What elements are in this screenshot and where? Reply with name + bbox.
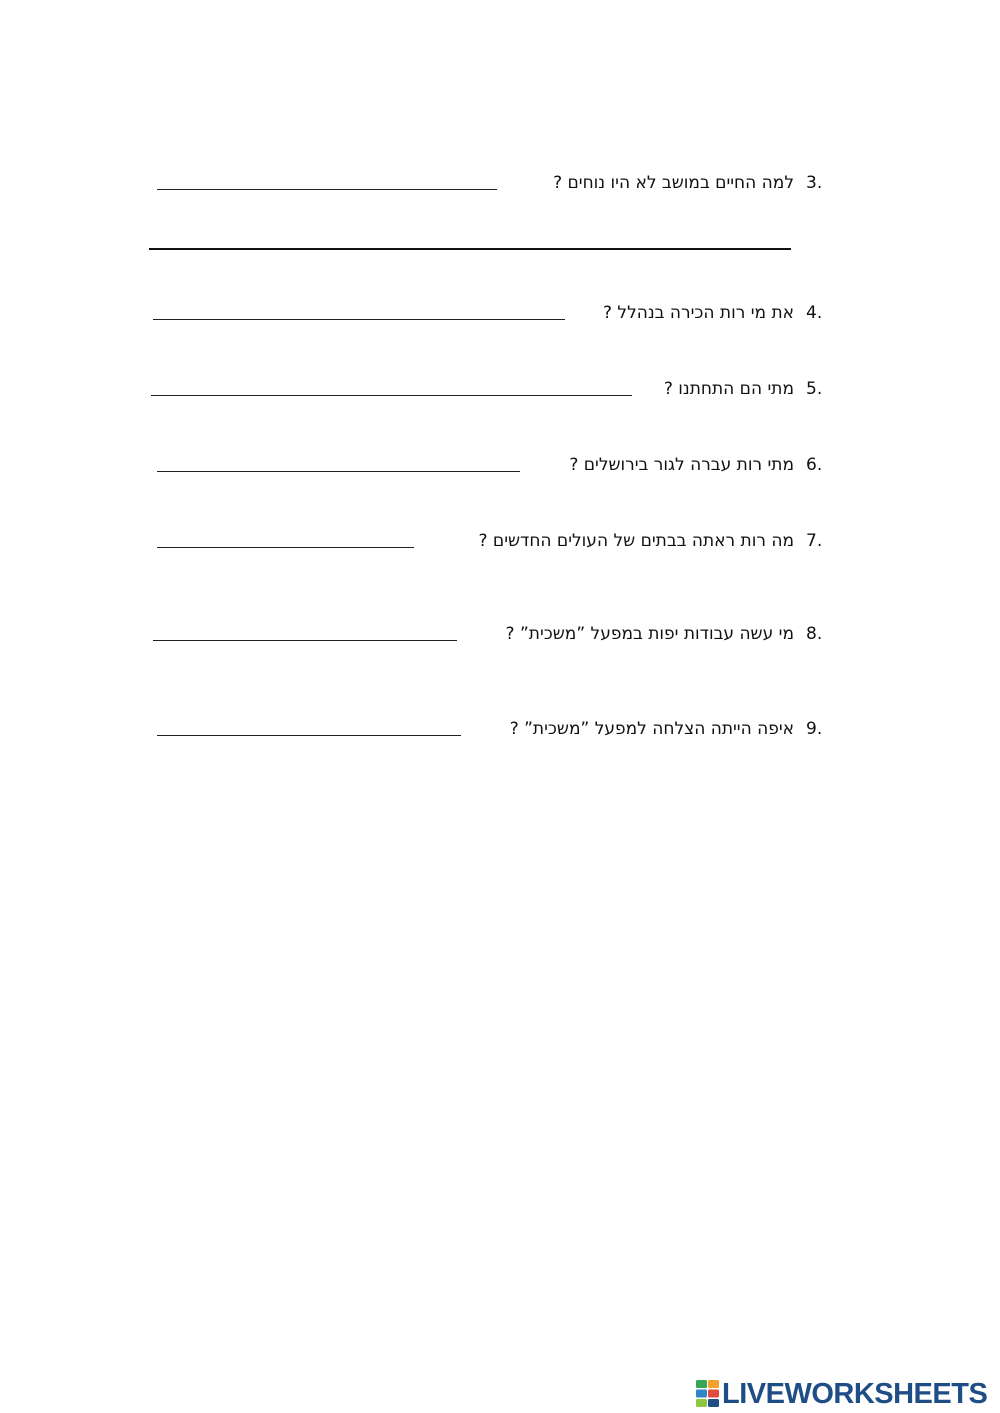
question-6 <box>0 454 1000 484</box>
liveworksheets-logo-icon <box>696 1380 720 1408</box>
question-text: מה רות ראתה בבתים של העולים החדשים ? <box>478 531 794 551</box>
question-7 <box>0 530 1000 560</box>
logo-text: LIVEWORKSHEETS <box>722 1378 988 1410</box>
question-3 <box>0 172 1000 202</box>
answer-field[interactable] <box>153 319 565 320</box>
answer-field[interactable] <box>153 640 457 641</box>
question-text: למה החיים במושב לא היו נוחים ? <box>553 173 794 193</box>
answer-field[interactable] <box>157 735 461 736</box>
question-number: 5. <box>806 379 823 399</box>
question-number: 7. <box>806 531 823 551</box>
answer-field-extra-line[interactable] <box>149 248 791 250</box>
question-text: איפה הייתה הצלחה למפעל ”משכית” ? <box>509 719 794 739</box>
question-8 <box>0 623 1000 653</box>
question-text: את מי רות הכירה בנהלל ? <box>603 303 794 323</box>
question-number: 4. <box>806 303 823 323</box>
question-5 <box>0 378 1000 408</box>
question-9 <box>0 718 1000 748</box>
question-text: מתי הם התחתנו ? <box>663 379 794 399</box>
question-number: 9. <box>806 719 823 739</box>
answer-field[interactable] <box>157 189 497 190</box>
question-4 <box>0 302 1000 332</box>
liveworksheets-logo <box>696 1377 996 1409</box>
question-text: מי עשה עבודות יפות במפעל ”משכית” ? <box>505 624 794 644</box>
answer-field[interactable] <box>157 547 414 548</box>
question-number: 3. <box>806 173 823 193</box>
answer-field[interactable] <box>151 395 632 396</box>
question-text: מתי רות עברה לגור בירושלים ? <box>569 455 794 475</box>
question-number: 6. <box>806 455 823 475</box>
question-number: 8. <box>806 624 823 644</box>
answer-field[interactable] <box>157 471 520 472</box>
